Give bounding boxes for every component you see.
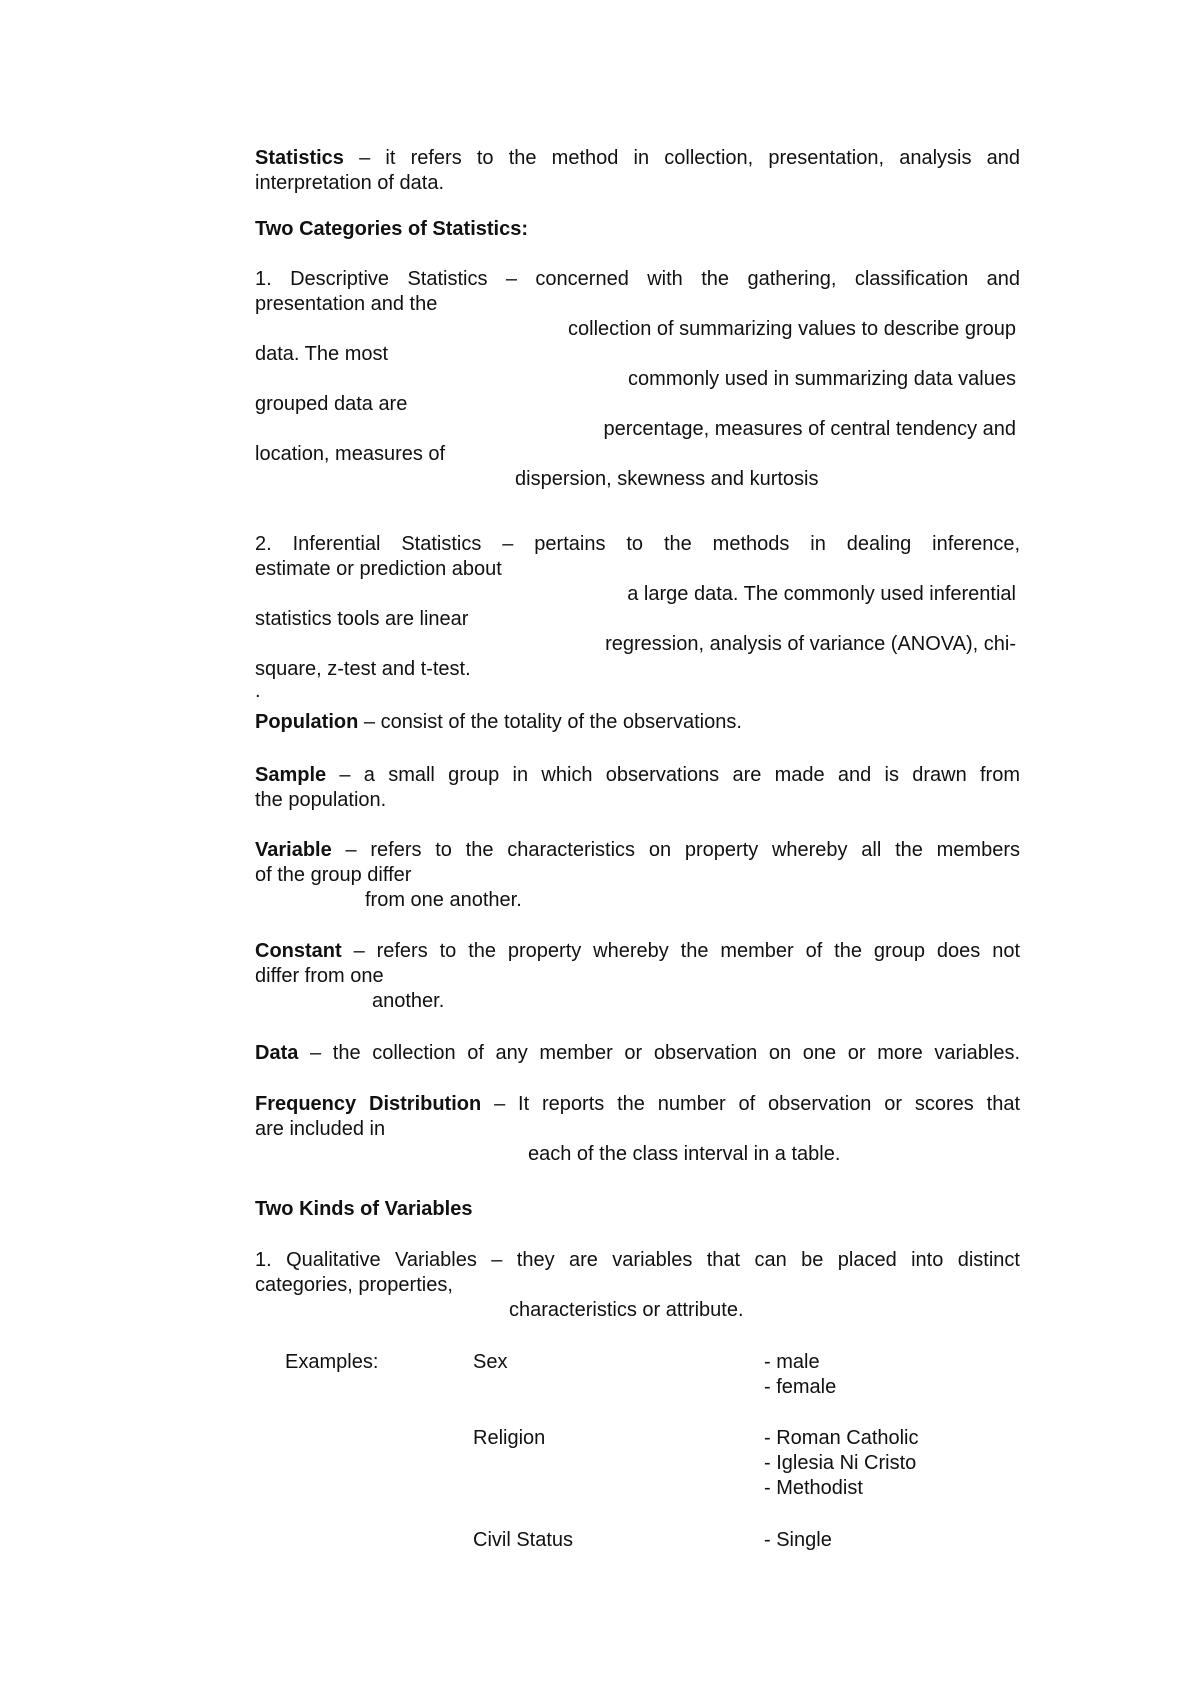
descriptive-line-5: commonly used in summarizing data values [628, 368, 1016, 390]
variable-line-2: of the group differ [255, 864, 412, 886]
sample-definition [255, 763, 1020, 813]
example-value: - Iglesia Ni Cristo [764, 1452, 917, 1474]
inferential-line-5: regression, analysis of variance (ANOVA), chi- [605, 633, 1016, 655]
descriptive-line-7: percentage, measures of central tendency and [603, 418, 1016, 440]
qualitative-line-2: categories, properties, [255, 1274, 453, 1296]
sample-line-1: Sample – a small group in which observations are made and is drawn from [255, 764, 1020, 786]
descriptive-line-9: dispersion, skewness and kurtosis [515, 468, 819, 490]
frequency-line-3: each of the class interval in a table. [528, 1143, 841, 1165]
sample-term: Sample [255, 764, 327, 786]
constant-line-1: Constant – refers to the property whereby the member of the group does not [255, 940, 1020, 962]
data-term: Data [255, 1042, 299, 1064]
constant-line-3: another. [372, 990, 445, 1012]
frequency-line-1: Frequency Distribution – It reports the number of observation or scores that [255, 1093, 1021, 1115]
example-value: - male [764, 1351, 820, 1373]
descriptive-line-4: data. The most [255, 343, 389, 365]
population-term: Population [255, 711, 359, 733]
variable-term: Variable [255, 839, 332, 861]
descriptive-line-8: location, measures of [255, 443, 446, 465]
example-name-sex: Sex [473, 1351, 508, 1373]
kinds-heading: Two Kinds of Variables [255, 1198, 473, 1220]
descriptive-line-6: grouped data are [255, 393, 408, 415]
example-value: - Methodist [764, 1477, 863, 1499]
variable-line-3: from one another. [365, 889, 522, 911]
qualitative-variables-item [255, 1248, 1020, 1323]
inferential-line-4: statistics tools are linear [255, 608, 469, 630]
example-value: - Single [764, 1529, 832, 1551]
statistics-line-2: interpretation of data. [255, 172, 445, 194]
constant-line-2: differ from one [255, 965, 384, 987]
inferential-line-7: . [255, 680, 261, 702]
descriptive-line-2: presentation and the [255, 293, 438, 315]
variable-line-1: Variable – refers to the characteristics on property whereby all the members [255, 839, 1020, 861]
example-name-civil-status: Civil Status [473, 1529, 574, 1551]
variable-definition [255, 838, 1020, 913]
qualitative-line-3: characteristics or attribute. [509, 1299, 744, 1321]
frequency-distribution-definition [255, 1092, 1020, 1167]
inferential-statistics-item [255, 532, 1020, 700]
descriptive-line-3: collection of summarizing values to describe group [568, 318, 1016, 340]
statistics-definition [255, 146, 1020, 196]
descriptive-line-1: 1. Descriptive Statistics – concerned with the gathering, classification and [255, 268, 1020, 290]
example-name-religion: Religion [473, 1427, 546, 1449]
inferential-line-6: square, z-test and t-test. [255, 658, 471, 680]
population-definition [255, 710, 1020, 735]
qualitative-line-1: 1. Qualitative Variables – they are variables that can be placed into distinct [255, 1249, 1020, 1271]
data-definition [255, 1041, 1020, 1066]
population-line: Population – consist of the totality of the observations. [255, 711, 742, 733]
examples-label: Examples: [285, 1351, 379, 1373]
frequency-term: Frequency Distribution [255, 1093, 482, 1115]
sample-line-2: the population. [255, 789, 387, 811]
data-line: Data – the collection of any member or observation on one or more variables. [255, 1042, 1020, 1064]
frequency-line-2: are included in [255, 1118, 386, 1140]
categories-heading: Two Categories of Statistics: [255, 218, 529, 240]
example-value: - Roman Catholic [764, 1427, 919, 1449]
constant-definition [255, 939, 1020, 1014]
constant-term: Constant [255, 940, 342, 962]
example-value: - female [764, 1376, 837, 1398]
descriptive-statistics-item [255, 267, 1020, 492]
inferential-line-3: a large data. The commonly used inferential [627, 583, 1016, 605]
inferential-line-2: estimate or prediction about [255, 558, 502, 580]
statistics-term: Statistics [255, 147, 344, 169]
statistics-line-1: Statistics – it refers to the method in collection, presentation, analysis and [255, 147, 1020, 169]
inferential-line-1: 2. Inferential Statistics – pertains to the methods in dealing inference, [255, 533, 1020, 555]
